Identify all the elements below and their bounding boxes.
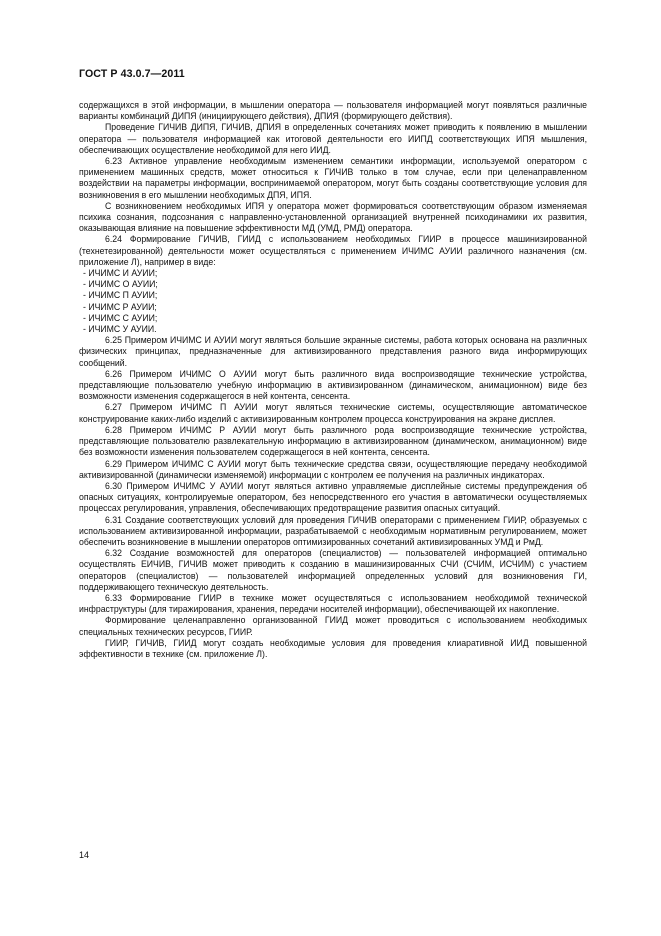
paragraph: 6.23 Активное управление необходимым изменением семантики информации, используемой оператором с применением машинных средств, может относиться к ГИЧИВ только в том случае, если при целенаправленном воздействии на параметры информации, воспринимаемой оператором, могут быть созданы соответствующие условия для возникновения в его мышлении необходимых ДПЯ, ИПЯ.: [79, 156, 587, 200]
paragraph: Проведение ГИЧИВ ДИПЯ, ГИЧИВ, ДПИЯ в определенных сочетаниях может приводить к появлению в мышлении оператора — пользователя информацией как итоговой деятельности его ИИПД соответствующих ИПЯ мышления, обеспечивающих осуществление необходимой для него ИИД.: [79, 122, 587, 155]
body-text: [79, 100, 587, 660]
paragraph: Формирование целенаправленно организованной ГИИД может проводиться с использованием необходимых специальных технических ресурсов, ГИИР.: [79, 615, 587, 637]
paragraph: ГИИР, ГИЧИВ, ГИИД могут создать необходимые условия для проведения клиаративной ИИД повышенной эффективности в технике (см. приложение Л).: [79, 637, 587, 659]
list-item: - ИЧИМС П АУИИ;: [83, 290, 158, 301]
list-item: - ИЧИМС У АУИИ.: [83, 324, 157, 335]
paragraph: 6.27 Примером ИЧИМС П АУИИ могут являться технические системы, осуществляющие автоматическое конструирование каких-либо изделий с активизированным контролем процесса конструирования на экране дисплея.: [79, 402, 587, 424]
list-item: - ИЧИМС Р АУИИ;: [83, 301, 157, 312]
list-item: - ИЧИМС И АУИИ;: [83, 268, 158, 279]
paragraph: 6.32 Создание возможностей для операторов (специалистов) — пользователей информацией оптимально осуществлять ЕИЧИВ, ГИЧИВ может приводить к созданию в машинизированных СЧИ (СЧИМ, ИСЧИМ) с участием операторов (специалистов) — пользователей информацией определенных условий для возникновения ГИ, поддерживающего техническую деятельность.: [79, 548, 587, 592]
list-item: - ИЧИМС С АУИИ;: [83, 312, 158, 323]
paragraph: 6.28 Примером ИЧИМС Р АУИИ могут быть различного рода воспроизводящие технические устройства, представляющие пользователю развлекательную информацию в активизированном (динамическом, анимационном) виде без возможности изменения пользователем содержащегося в ней контента, сенсента.: [79, 424, 587, 458]
paragraph: 6.33 Формирование ГИИР в технике может осуществляться с использованием необходимой технической инфраструктуры (для тиражирования, хранения, передачи носителей информации), обеспечивающей их накопление.: [79, 592, 587, 615]
paragraph: 6.26 Примером ИЧИМС О АУИИ могут быть различного вида воспроизводящие технические устройства, представляющие пользователю учебную информацию в активизированном (динамическом, анимационном) виде без возможности изменения содержащегося в ней контента, сенсента.: [79, 368, 587, 402]
list-item: - ИЧИМС О АУИИ;: [83, 279, 158, 290]
paragraph: С возникновением необходимых ИПЯ у оператора может формироваться соответствующим образом изменяемая психика сознания, подсознания с направленно-установленной организацией внутренней психодинамики их развития, оказывающая влияние на повышение эффективности МД (УМД, РМД) оператора.: [79, 200, 587, 234]
page-number: 14: [79, 850, 90, 860]
paragraph: 6.31 Создание соответствующих условий для проведения ГИЧИВ операторами с применением ГИИР, образуемых с использованием активизированной информации, разрабатываемой с необходимым нормативным регулированием, может обеспечить возникновение в мышлении операторов оптимизированных сочетаний активизированных УМД и РмД.: [79, 514, 587, 547]
page-header-standard-title: ГОСТ Р 43.0.7—2011: [79, 68, 185, 80]
paragraph: 6.30 Примером ИЧИМС У АУИИ могут являться активно управляемые дисплейные системы предупреждения об опасных ситуациях, контролируемые оператором, без непосредственного его участия в автоматически осуществляемых процессах регулирования, управления, обеспечивающих предотвращение развития опасных ситуаций.: [79, 480, 587, 514]
paragraph: 6.29 Примером ИЧИМС С АУИИ могут быть технические средства связи, осуществляющие передачу необходимой активизированной (динамически изменяемой) информации с контролем ее получения на различных индикаторах.: [79, 458, 587, 480]
paragraph: 6.25 Примером ИЧИМС И АУИИ могут являться большие экранные системы, работа которых основана на различных физических принципах, предназначенные для активизированного представления разного вида информирующих сообщений.: [79, 335, 587, 368]
paragraph: 6.24 Формирование ГИЧИВ, ГИИД с использованием необходимых ГИИР в процессе машинизированной (технетезированной) деятельности может осуществляться с применением ИЧИМС АУИИ различного назначения (см. приложение Л), например в виде:: [79, 234, 587, 267]
paragraph: содержащихся в этой информации, в мышлении оператора — пользователя информацией могут появляться различные варианты комбинаций ДИПЯ (инициирующего действия), ДПИЯ (формирующего действия).: [79, 100, 587, 122]
